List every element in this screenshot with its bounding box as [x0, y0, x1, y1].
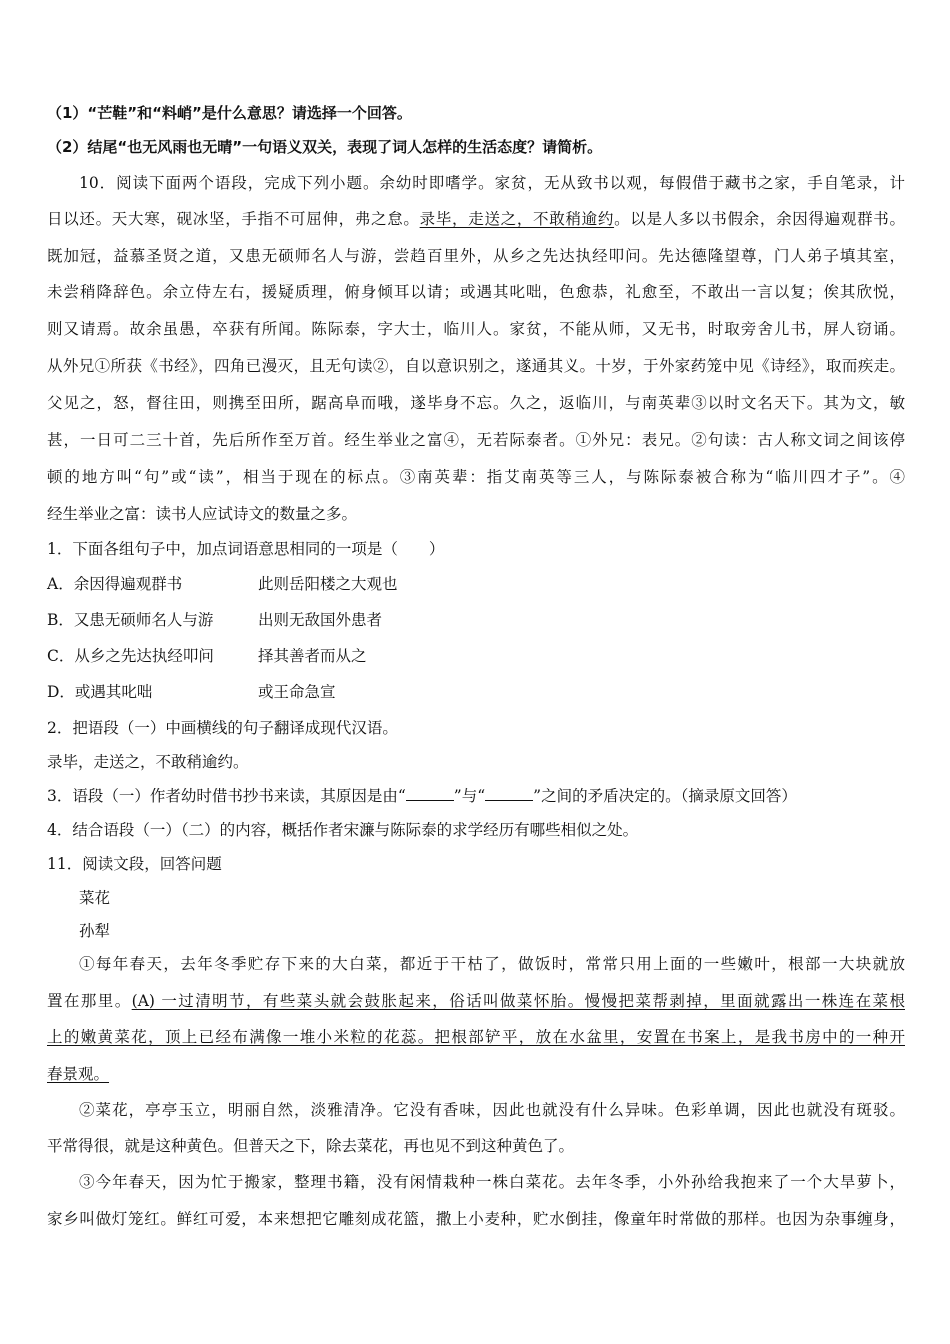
option-d-right: 或王命急宣: [258, 683, 336, 701]
option-b-right: 出则无敌国外患者: [258, 611, 383, 629]
subquestion-3-text-b: ”与“: [453, 787, 486, 805]
q10-line-1: 10．阅读下面两个语段，完成下列小题。余幼时即嗜学。家贫，无从致书以观，每假借于藏书之家，手自笔录，计: [79, 174, 905, 192]
q10-line-3: 既加冠，益慕圣贤之道，又患无硕师名人与游，尝趋百里外，从乡之先达执经叩问。先达德隆望尊，门人弟子填其室，: [47, 247, 905, 265]
subquestion-2-sentence: 录毕，走送之，不敢稍逾约。: [47, 753, 249, 771]
q10-line-4: 未尝稍降辞色。余立侍左右，援疑质理，俯身倾耳以请；或遇其叱咄，色愈恭，礼愈至，不敢出一言以复；俟其欣悦，: [47, 283, 905, 301]
option-a-right: 此则岳阳楼之大观也: [258, 575, 398, 593]
q10-line-5: 则又请焉。故余虽愚，卒获有所闻。陈际泰，字大士，临川人。家贫，不能从师，又无书，时取旁舍儿书，屏人窃诵。: [47, 320, 905, 338]
subquestion-3: [47, 784, 797, 806]
answer-blank-2[interactable]: [485, 786, 533, 801]
para1-line-2-text: 置在那里。: [47, 992, 132, 1010]
option-a-left: A．余因得遍观群书: [47, 575, 183, 593]
para1-line-2: [47, 989, 905, 1011]
para2-line-1: ②菜花，亭亭玉立，明丽自然，淡雅清净。它没有香味，因此也就没有什么异味。色彩单调，因此也就没有斑驳。: [79, 1101, 905, 1119]
q11-title: 11．阅读文段，回答问题: [47, 855, 222, 873]
underlined-sentence: 录毕，走送之，不敢稍逾约: [419, 210, 615, 228]
q10-line-10: 经生举业之富：读书人应试诗文的数量之多。: [47, 505, 358, 523]
q10-line-2-tail: 。以是人多以书假余，余因得遍观群书。: [614, 210, 905, 228]
option-c-left: C．从乡之先达执经叩问: [47, 647, 214, 665]
para3-line-2: 家乡叫做灯笼红。鲜红可爱，本来想把它雕刻成花篮，撒上小麦种，贮水倒挂，像童年时常做的那样。也因为杂事缠身，: [47, 1210, 905, 1228]
essay-author: 孙犁: [79, 922, 111, 940]
question-part-2: （2）结尾“也无风雨也无晴”一句语义双关，表现了词人怎样的生活态度？请简析。: [47, 138, 603, 156]
q10-line-2-text: 日以还。天大寒，砚冰坚，手指不可屈伸，弗之怠。: [47, 210, 420, 228]
q10-line-9: 顿的地方叫“句”或“读”，相当于现在的标点。③南英辈：指艾南英等三人，与陈际泰被合称为“临川四才子”。④: [47, 468, 905, 486]
q10-line-8: 甚，一日可二三十首，先后所作至万首。经生举业之富④，无若际泰者。①外兄：表兄。②句读：古人称文词之间该停: [47, 431, 905, 449]
option-c[interactable]: [47, 644, 547, 666]
underlined-passage-a: (A) 一过清明节，有些菜头就会鼓胀起来，俗话叫做菜怀胎。慢慢把菜帮剥掉，里面就露出一株连在菜根: [131, 992, 905, 1010]
para3-line-1: ③今年春天，因为忙于搬家，整理书籍，没有闲情栽种一株白菜花。去年冬季，小外孙给我抱来了一个大旱萝卜，: [79, 1173, 905, 1191]
para1-line-3: 上的嫩黄菜花，顶上已经布满像一堆小米粒的花蕊。把根部铲平，放在水盆里，安置在书案上，是我书房中的一种开: [47, 1028, 905, 1046]
option-d[interactable]: [47, 680, 547, 702]
para1-line-1: ①每年春天，去年冬季贮存下来的大白菜，都近于干枯了，做饭时，常常只用上面的一些嫩叶，根部一大块就放: [79, 955, 905, 973]
option-b[interactable]: [47, 608, 547, 630]
option-c-right: 择其善者而从之: [258, 647, 367, 665]
para1-line-4: 春景观。: [47, 1065, 110, 1083]
subquestion-4: 4．结合语段（一）（二）的内容，概括作者宋濂与陈际泰的求学经历有哪些相似之处。: [47, 821, 639, 839]
subquestion-1: 1．下面各组句子中，加点词语意思相同的一项是（ ）: [47, 540, 445, 558]
subquestion-3-text-a: 3．语段（一）作者幼时借书抄书来读，其原因是由“: [47, 787, 406, 805]
q10-line-7: 父见之，怒，督往田，则携至田所，踞高阜而哦，遂毕身不忘。久之，返临川，与南英辈③以时文名天下。其为文，敏: [47, 394, 905, 412]
essay-title: 菜花: [79, 889, 111, 907]
option-d-left: D．或遇其叱咄: [47, 683, 153, 701]
q10-line-2: [47, 207, 905, 229]
question-part-1: （1）“芒鞋”和“料峭”是什么意思？请选择一个回答。: [47, 104, 412, 122]
option-a[interactable]: [47, 572, 547, 594]
subquestion-3-text-c: ”之间的矛盾决定的。（摘录原文回答）: [533, 787, 797, 805]
answer-blank-1[interactable]: [406, 786, 454, 801]
para2-line-2: 平常得很，就是这种黄色。但普天之下，除去菜花，再也见不到这种黄色了。: [47, 1137, 575, 1155]
subquestion-2: 2．把语段（一）中画横线的句子翻译成现代汉语。: [47, 719, 398, 737]
option-b-left: B．又患无硕师名人与游: [47, 611, 214, 629]
q10-line-6: 从外兄①所获《书经》，四角已漫灭，且无句读②，自以意识别之，遂通其义。十岁，于外家药笼中见《诗经》，取而疾走。: [47, 357, 905, 375]
